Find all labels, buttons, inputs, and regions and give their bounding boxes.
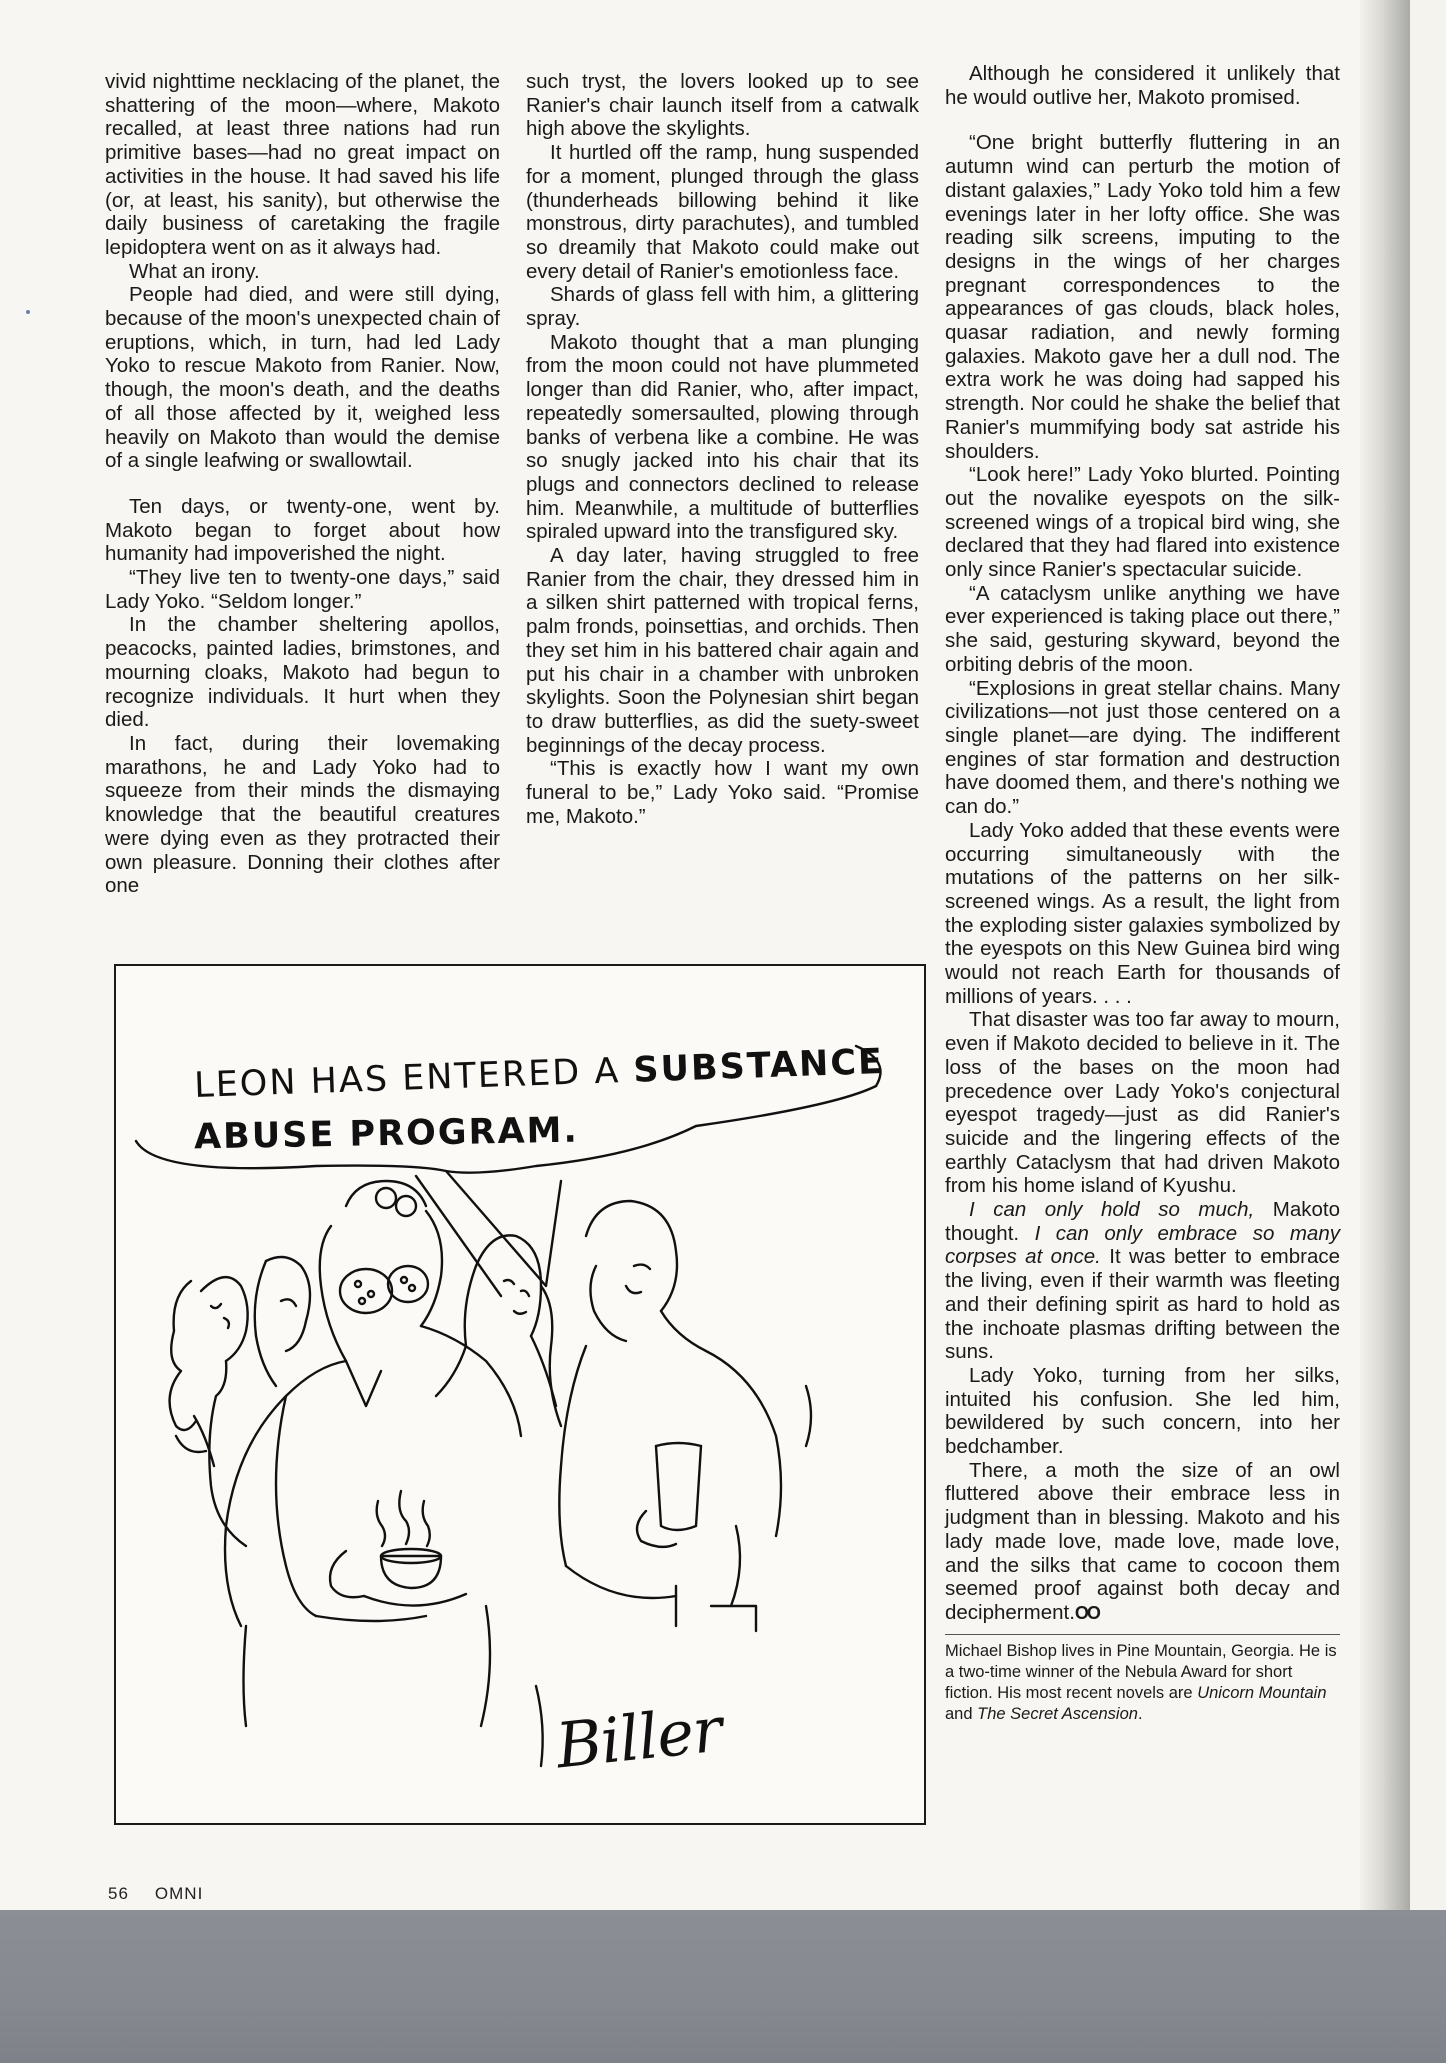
end-of-story-mark: OO — [1074, 1603, 1099, 1623]
scan-speck — [26, 310, 30, 314]
paragraph: such tryst, the lovers looked up to see Ranier's chair launch itself from a catwalk high above the skylights. — [526, 70, 919, 141]
page-gutter-shadow — [1360, 0, 1410, 1910]
text-column-3 — [945, 62, 1340, 1725]
paragraph: “One bright butterfly fluttering in an autumn wind can perturb the motion of distant galaxies,” Lady Yoko told him a few evenings later in her lofty office. She was reading silk screens, imputing to the designs in the wings of her charges pregnant correspondences to the appearances of gas clouds, black holes, quasar radiation, and newly forming galaxies. Makoto gave her a dull nod. The extra work he was doing had sapped his strength. Nor could he shake the belief that Ranier's mummifying body sat astride his shoulders. — [945, 131, 1340, 463]
italic-thought-paragraph: I can only hold so much, Makoto thought. I can only embrace so many corpses at once. It was better to embrace the living, even if their warmth was fleeting and their defining spirit as hard to hold as the inchoate plasmas drifting between the suns. — [945, 1198, 1340, 1364]
magazine-name: OMNI — [154, 1884, 204, 1903]
paragraph: Lady Yoko, turning from her silks, intuited his confusion. She led him, bewildered by such concern, into her bedchamber. — [945, 1363, 1340, 1459]
paragraph: “Look here!” Lady Yoko blurted. Pointing out the novalike eyespots on the silk-screened wings of a tropical bird wing, she declared that they had flared into existence only since Ranier's spectacular suicide. — [945, 463, 1340, 582]
paragraph: “They live ten to twenty-one days,” said Lady Yoko. “Seldom longer.” — [105, 566, 500, 613]
paragraph: In fact, during their lovemaking marathons, he and Lady Yoko had to squeeze from their minds the dismaying knowledge that the beautiful creatures were dying even as they protracted their own pleasure. Donning their clothes after one — [105, 731, 500, 898]
paragraph: That disaster was too far away to mourn, even if Makoto decided to believe in it. The loss of the bases on the moon had precedence over Lady Yoko's conjectural eyespot tragedy—just as did Ranier's suicide and the lingering effects of the earthly Cataclysm that had driven Makoto from his home island of Kyushu. — [945, 1008, 1340, 1198]
paragraph: Makoto thought that a man plunging from the moon could not have plummeted longer than did Ranier, who, after impact, repeatedly somersaulted, plowing through banks of verbena like a combine. He was so snugly jacked into his chair that its plugs and connectors declined to release him. Meanwhile, a multitude of butterflies spiraled upward into the transfigured sky. — [526, 330, 919, 544]
paragraph: A day later, having struggled to free Ranier from the chair, they dressed him in a silken shirt patterned with tropical ferns, palm fronds, poinsettias, and orchids. Then they set him in his battered chair again and put his chair in a chamber with unbroken skylights. Soon the Polynesian shirt began to draw butterflies, as did the suety-sweet beginnings of the decay process. — [526, 544, 919, 757]
paragraph: vivid nighttime necklacing of the planet, the shattering of the moon—where, Makoto recalled, at least three nations had run primitive bases—had no great impact on activities in the house. It had saved his life (or, at least, his sanity), but otherwise the daily business of caretaking the fragile lepidoptera went on as it always had. — [105, 70, 500, 259]
artist-signature: Biller — [552, 1692, 725, 1783]
paragraph: “A cataclysm unlike anything we have ever experienced is taking place out there,” she said, gesturing skyward, beyond the orbiting debris of the moon. — [945, 581, 1340, 676]
cartoon-illustration — [114, 964, 926, 1825]
paragraph: Although he considered it unlikely that he would outlive her, Makoto promised. — [945, 62, 1340, 109]
scanner-bed-background — [0, 1910, 1446, 2063]
paragraph: There, a moth the size of an owl fluttered above their embrace less in judgment than in blessing. Makoto and his lady made love, made love, made love, and the silks that came to cocoon them seemed proof against both decay and decipherment.OO — [945, 1458, 1340, 1624]
page-number: 56 — [108, 1884, 129, 1903]
paragraph: Ten days, or twenty-one, went by. Makoto began to forget about how humanity had impoverished the night. — [105, 494, 500, 566]
author-bio: Michael Bishop lives in Pine Mountain, Georgia. He is a two-time winner of the Nebula Award for short fiction. His most recent novels are Unicorn Mountain and The Secret Ascension. — [945, 1634, 1340, 1725]
paragraph: Shards of glass fell with him, a glittering spray. — [526, 283, 919, 331]
paragraph: “This is exactly how I want my own funeral to be,” Lady Yoko said. “Promise me, Makoto.” — [526, 757, 919, 828]
text-column-1 — [105, 70, 500, 898]
paragraph: In the chamber sheltering apollos, peacocks, painted ladies, brimstones, and mourning cloaks, Makoto had begun to recognize individuals. It hurt when they died. — [105, 613, 500, 732]
text-column-2 — [526, 70, 919, 829]
paragraph: People had died, and were still dying, because of the moon's unexpected chain of eruptions, which, in turn, had led Lady Yoko to rescue Makoto from Ranier. Now, though, the moon's death, and the deaths of all those affected by it, weighed less heavily on Makoto than would the demise of a single leafwing or swallowtail. — [105, 283, 500, 473]
paragraph: It hurtled off the ramp, hung suspended for a moment, plunged through the glass (thunderheads billowing behind it like monstrous, dirty parachutes), and tumbled so dreamily that Makoto could make out every detail of Ranier's emotionless face. — [526, 141, 919, 283]
paragraph: “Explosions in great stellar chains. Many civilizations—not just those centered on a single planet—are dying. The indifferent engines of star formation and destruction have doomed them, and there's nothing we can do.” — [945, 676, 1340, 819]
cartoon-caption-line-1: LEON HAS ENTERED A SUBSTANCE — [193, 1041, 885, 1107]
paragraph: What an irony. — [129, 259, 260, 283]
paragraph: Lady Yoko added that these events were occurring simultaneously with the mutations of the patterns on her silk-screened wings. As a result, the light from the exploding sister galaxies symbolized by the eyespots on this New Guinea bird wing would not reach Earth for thousands of millions of years. . . . — [945, 818, 1340, 1008]
cartoon-caption-line-2: ABUSE PROGRAM. — [193, 1110, 580, 1158]
page-footer — [108, 1884, 229, 1904]
